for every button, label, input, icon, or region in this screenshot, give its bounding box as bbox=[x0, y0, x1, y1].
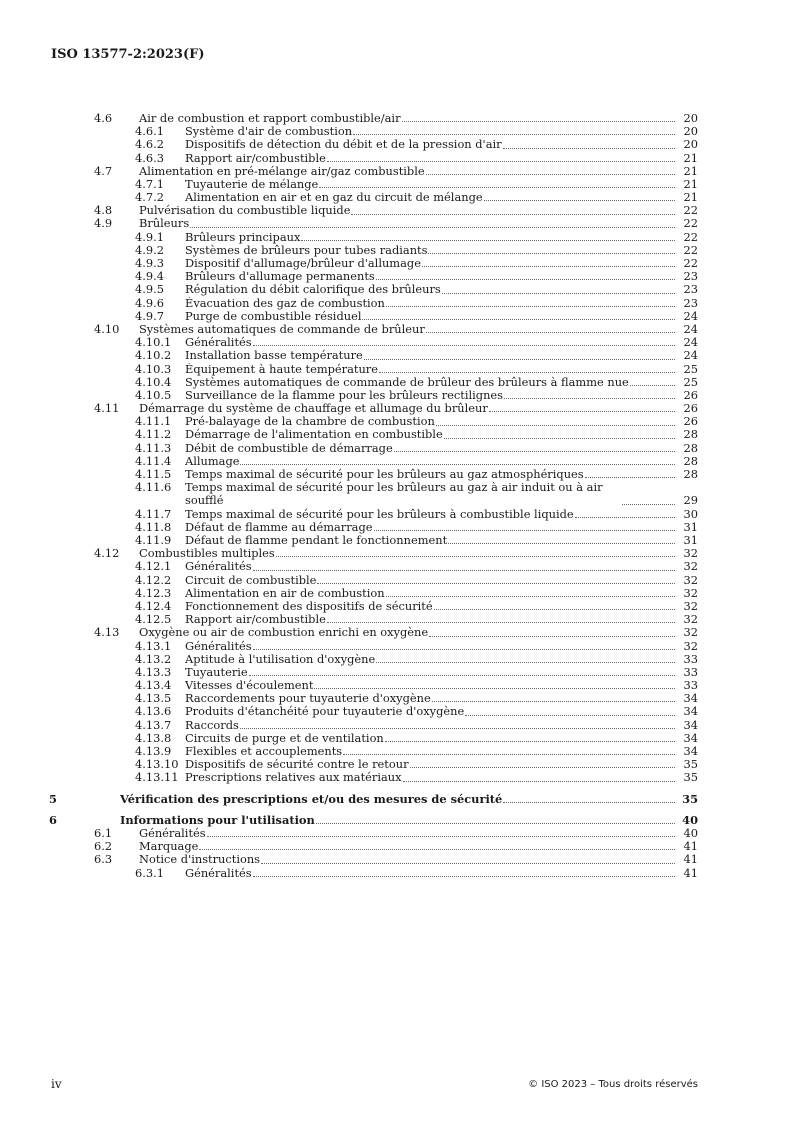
toc-dot-leader bbox=[199, 849, 675, 850]
toc-entry-number: 4.6.3 bbox=[135, 150, 164, 165]
toc-entry-page: 20 bbox=[683, 124, 698, 139]
toc-dot-leader bbox=[207, 836, 675, 837]
toc-entry[interactable] bbox=[94, 547, 698, 560]
toc-dot-leader bbox=[379, 372, 675, 373]
toc-entry[interactable] bbox=[94, 653, 698, 666]
toc-entry-title: Vitesses d'écoulement bbox=[185, 679, 314, 693]
toc-entry[interactable] bbox=[94, 574, 698, 587]
toc-entry-number: 4.13 bbox=[94, 625, 120, 640]
toc-entry-number: 4.6 bbox=[94, 110, 113, 125]
toc-entry-title: Tuyauterie bbox=[185, 665, 248, 679]
toc-entry-page: 23 bbox=[683, 295, 698, 310]
toc-entry-number: 4.12 bbox=[94, 546, 120, 561]
toc-dot-leader bbox=[484, 200, 675, 201]
toc-entry[interactable] bbox=[94, 455, 698, 468]
toc-entry[interactable] bbox=[94, 521, 698, 534]
toc-entry[interactable] bbox=[94, 178, 698, 191]
toc-entry-page: 32 bbox=[683, 559, 698, 574]
toc-entry-title: Brûleurs bbox=[139, 217, 190, 231]
toc-entry-number: 4.9.5 bbox=[135, 282, 164, 297]
toc-entry-number: 4.7 bbox=[94, 163, 113, 178]
toc-dot-leader bbox=[432, 701, 675, 702]
toc-entry[interactable] bbox=[94, 853, 698, 866]
toc-entry[interactable] bbox=[94, 732, 698, 745]
toc-entry[interactable] bbox=[94, 402, 698, 415]
toc-dot-leader bbox=[327, 161, 675, 162]
toc-entry-page: 33 bbox=[683, 678, 698, 693]
toc-entry[interactable] bbox=[94, 270, 698, 283]
toc-entry-page: 32 bbox=[683, 625, 698, 640]
toc-entry-number: 4.11 bbox=[94, 401, 120, 416]
toc-entry-title: Combustibles multiples bbox=[139, 547, 275, 561]
toc-dot-leader bbox=[630, 385, 675, 386]
toc-entry[interactable] bbox=[94, 429, 698, 442]
toc-entry-number: 4.11.8 bbox=[135, 519, 172, 534]
toc-dot-leader bbox=[386, 306, 675, 307]
toc-entry-page: 24 bbox=[683, 335, 698, 350]
toc-entry-title: Généralités bbox=[185, 336, 252, 350]
toc-entry-title: Dispositifs de sécurité contre le retour bbox=[185, 758, 409, 772]
toc-entry-page: 32 bbox=[683, 612, 698, 627]
toc-entry-title: Alimentation en air de combustion bbox=[185, 586, 385, 600]
toc-entry-title: Généralités bbox=[185, 639, 252, 653]
toc-entry-page: 34 bbox=[683, 717, 698, 732]
toc-entry-number: 4.10.1 bbox=[135, 335, 172, 350]
toc-entry-number: 4.8 bbox=[94, 203, 113, 218]
toc-entry-page: 32 bbox=[683, 546, 698, 561]
toc-dot-leader bbox=[386, 596, 675, 597]
toc-entry-page: 34 bbox=[683, 730, 698, 745]
toc-entry[interactable] bbox=[94, 349, 698, 362]
toc-entry-number: 4.9.7 bbox=[135, 308, 164, 323]
toc-entry-page: 21 bbox=[683, 190, 698, 205]
toc-entry-number: 4.12.2 bbox=[135, 572, 172, 587]
toc-entry-title: Temps maximal de sécurité pour les brûleurs au gaz à air induit ou à air soufflé bbox=[185, 481, 603, 508]
toc-entry-page: 21 bbox=[683, 150, 698, 165]
toc-dot-leader bbox=[465, 715, 675, 716]
toc-dot-leader bbox=[253, 345, 675, 346]
toc-entry-number: 4.9.2 bbox=[135, 242, 164, 257]
toc-entry-number: 6.3 bbox=[94, 852, 113, 867]
toc-entry-title: Dispositifs de détection du débit et de la pression d'air bbox=[185, 138, 502, 152]
toc-entry[interactable] bbox=[94, 112, 698, 125]
toc-entry-page: 32 bbox=[683, 598, 698, 613]
toc-entry[interactable] bbox=[94, 297, 698, 310]
toc-entry-title: Air de combustion et rapport combustible/air bbox=[139, 111, 401, 125]
toc-entry-number: 4.11.3 bbox=[135, 440, 172, 455]
toc-dot-leader bbox=[253, 649, 675, 650]
toc-entry-title: Brûleurs principaux bbox=[185, 230, 301, 244]
toc-entry-title: Installation basse température bbox=[185, 349, 363, 363]
toc-dot-leader bbox=[503, 802, 675, 803]
toc-entry-title: Pulvérisation du combustible liquide bbox=[139, 204, 351, 218]
toc-entry-number: 4.13.1 bbox=[135, 638, 172, 653]
toc-dot-leader bbox=[276, 556, 675, 557]
toc-entry-page: 24 bbox=[683, 321, 698, 336]
toc-entry-title: Circuit de combustible bbox=[185, 573, 317, 587]
toc-entry-title: Raccords bbox=[185, 718, 239, 732]
toc-entry[interactable] bbox=[94, 745, 698, 758]
toc-entry-page: 22 bbox=[683, 229, 698, 244]
toc-dot-leader bbox=[316, 823, 675, 824]
toc-entry-number: 6.1 bbox=[94, 825, 113, 840]
toc-entry-number: 4.13.6 bbox=[135, 704, 172, 719]
toc-entry[interactable] bbox=[94, 244, 698, 257]
toc-entry-page: 34 bbox=[683, 691, 698, 706]
toc-entry-page: 22 bbox=[683, 203, 698, 218]
toc-entry[interactable] bbox=[94, 218, 698, 231]
toc-entry-page: 40 bbox=[683, 825, 698, 840]
toc-dot-leader bbox=[434, 609, 675, 610]
toc-entry-title: Démarrage de l'alimentation en combustible bbox=[185, 428, 443, 442]
toc-entry-title: Système d'air de combustion bbox=[185, 125, 353, 139]
toc-entry[interactable] bbox=[94, 587, 698, 600]
toc-dot-leader bbox=[402, 121, 675, 122]
toc-entry-title: Tuyauterie de mélange bbox=[185, 177, 319, 191]
toc-dot-leader bbox=[351, 214, 675, 215]
toc-dot-leader bbox=[253, 876, 675, 877]
toc-entry-page: 41 bbox=[683, 839, 698, 854]
toc-entry-page: 33 bbox=[683, 651, 698, 666]
toc-entry-page: 24 bbox=[683, 308, 698, 323]
toc-dot-leader bbox=[249, 675, 675, 676]
toc-dot-leader bbox=[261, 863, 675, 864]
toc-dot-leader bbox=[374, 530, 675, 531]
toc-dot-leader bbox=[376, 662, 675, 663]
toc-entry[interactable] bbox=[94, 442, 698, 455]
toc-entry-number: 4.13.8 bbox=[135, 730, 172, 745]
toc-dot-leader bbox=[362, 319, 675, 320]
toc-entry-number: 4.12.1 bbox=[135, 559, 172, 574]
toc-entry[interactable] bbox=[94, 363, 698, 376]
toc-entry-number: 4.7.2 bbox=[135, 190, 164, 205]
toc-entry[interactable] bbox=[94, 138, 698, 151]
toc-entry-number: 4.13.3 bbox=[135, 664, 172, 679]
toc-entry-title: Flexibles et accouplements bbox=[185, 745, 343, 758]
toc-entry-title: Notice d'instructions bbox=[139, 853, 261, 867]
toc-dot-leader bbox=[253, 570, 675, 571]
toc-entry[interactable] bbox=[94, 626, 698, 639]
toc-dot-leader bbox=[426, 332, 675, 333]
toc-dot-leader bbox=[585, 477, 675, 478]
toc-entry-page: 34 bbox=[683, 744, 698, 758]
toc-entry-title: Rapport air/combustible bbox=[185, 613, 326, 627]
toc-dot-leader bbox=[314, 688, 675, 689]
toc-entry-number: 4.11.2 bbox=[135, 427, 172, 442]
toc-entry-title: Purge de combustible résiduel bbox=[185, 309, 362, 323]
toc-entry-page: 20 bbox=[683, 110, 698, 125]
toc-entry-number: 4.13.9 bbox=[135, 744, 172, 758]
toc-dot-leader bbox=[317, 583, 675, 584]
toc-entry-number: 4.9.1 bbox=[135, 229, 164, 244]
toc-entry-title: Systèmes automatiques de commande de brûleur bbox=[139, 322, 425, 336]
toc-entry-title: Vérification des prescriptions et/ou des mesures de sécurité bbox=[120, 792, 503, 806]
toc-dot-leader bbox=[504, 398, 675, 399]
toc-dot-leader bbox=[385, 741, 675, 742]
toc-entry-page: 28 bbox=[683, 427, 698, 442]
toc-dot-leader bbox=[353, 134, 675, 135]
page-number: iv bbox=[51, 1077, 62, 1091]
toc-entry-page: 31 bbox=[683, 519, 698, 534]
toc-entry-page: 25 bbox=[683, 361, 698, 376]
toc-entry-number: 4.12.5 bbox=[135, 612, 172, 627]
toc-entry-page: 28 bbox=[683, 453, 698, 468]
toc-entry-title: Produits d'étanchéité pour tuyauterie d'oxygène bbox=[185, 705, 465, 719]
toc-entry-page: 20 bbox=[683, 137, 698, 152]
toc-entry-number: 4.7.1 bbox=[135, 176, 164, 191]
toc-dot-leader bbox=[327, 622, 675, 623]
toc-entry[interactable] bbox=[94, 376, 698, 389]
toc-dot-leader bbox=[190, 227, 675, 228]
toc-entry-number: 4.13.11 bbox=[135, 770, 179, 785]
toc-dot-leader bbox=[428, 253, 675, 254]
toc-entry-number: 4.10.2 bbox=[135, 348, 172, 363]
toc-entry-page: 26 bbox=[683, 387, 698, 402]
toc-entry-title: Régulation du débit calorifique des brûleurs bbox=[185, 283, 441, 297]
toc-entry-number: 6.2 bbox=[94, 839, 113, 854]
toc-dot-leader bbox=[240, 728, 675, 729]
toc-entry-number: 4.13.4 bbox=[135, 678, 172, 693]
toc-entry-title: Rapport air/combustible bbox=[185, 151, 326, 165]
toc-entry-title: Surveillance de la flamme pour les brûleurs rectilignes bbox=[185, 388, 504, 402]
toc-entry-page: 35 bbox=[683, 770, 698, 785]
toc-entry[interactable] bbox=[94, 204, 698, 217]
toc-entry-page: 41 bbox=[683, 852, 698, 867]
toc-entry-number: 4.10.4 bbox=[135, 374, 172, 389]
toc-entry-title: Défaut de flamme pendant le fonctionnement bbox=[185, 534, 448, 547]
toc-entry[interactable] bbox=[94, 705, 698, 718]
toc-entry-title: Débit de combustible de démarrage bbox=[185, 441, 393, 455]
toc-dot-leader bbox=[444, 438, 675, 439]
toc-entry-number: 4.11.9 bbox=[135, 533, 172, 547]
toc-entry-number: 4.12.3 bbox=[135, 585, 172, 600]
toc-dot-leader bbox=[240, 464, 675, 465]
toc-dot-leader bbox=[448, 543, 675, 544]
toc-entry[interactable] bbox=[94, 310, 698, 323]
toc-entry-title: Systèmes de brûleurs pour tubes radiants bbox=[185, 243, 428, 257]
toc-entry-title: Circuits de purge et de ventilation bbox=[185, 731, 384, 745]
toc-dot-leader bbox=[429, 636, 675, 637]
toc-entry[interactable] bbox=[94, 867, 698, 880]
toc-entry-number: 4.10.5 bbox=[135, 387, 172, 402]
toc-entry-title: Alimentation en air et en gaz du circuit de mélange bbox=[185, 191, 483, 205]
toc-entry-number: 4.12.4 bbox=[135, 598, 172, 613]
toc-entry[interactable] bbox=[94, 231, 698, 244]
toc-dot-leader bbox=[394, 451, 675, 452]
toc-entry-page: 41 bbox=[683, 865, 698, 880]
section-gap bbox=[94, 806, 698, 814]
toc-entry-number: 4.9.4 bbox=[135, 269, 164, 284]
toc-entry-page: 24 bbox=[683, 348, 698, 363]
toc-entry[interactable] bbox=[94, 191, 698, 204]
toc-entry-title: Fonctionnement des dispositifs de sécurité bbox=[185, 599, 433, 613]
toc-entry[interactable] bbox=[94, 827, 698, 840]
toc-entry-number: 4.9.6 bbox=[135, 295, 164, 310]
toc-entry-number: 4.13.5 bbox=[135, 691, 172, 706]
toc-entry-page: 32 bbox=[683, 585, 698, 600]
toc-entry-page: 35 bbox=[682, 791, 698, 806]
toc-entry[interactable] bbox=[94, 481, 698, 507]
toc-entry-page: 22 bbox=[683, 256, 698, 271]
toc-entry-title: Équipement à haute température bbox=[185, 362, 378, 376]
toc-entry-title: Démarrage du système de chauffage et allumage du brûleur bbox=[139, 402, 488, 416]
toc-dot-leader bbox=[410, 767, 675, 768]
toc-entry-page: 31 bbox=[683, 533, 698, 547]
toc-entry-number: 4.9 bbox=[94, 216, 113, 231]
toc-entry[interactable] bbox=[94, 666, 698, 679]
toc-entry[interactable] bbox=[94, 719, 698, 732]
toc-entry-page: 29 bbox=[683, 493, 698, 508]
toc-entry-page: 23 bbox=[683, 269, 698, 284]
toc-entry[interactable] bbox=[94, 613, 698, 626]
toc-dot-leader bbox=[364, 359, 675, 360]
toc-entry-title: Évacuation des gaz de combustion bbox=[185, 296, 385, 310]
toc-entry[interactable] bbox=[94, 389, 698, 402]
toc-entry[interactable] bbox=[94, 508, 698, 521]
toc-entry-page: 21 bbox=[683, 163, 698, 178]
toc-entry-title: Pré-balayage de la chambre de combustion bbox=[185, 415, 435, 429]
toc-dot-leader bbox=[376, 279, 675, 280]
toc-entry[interactable] bbox=[94, 165, 698, 178]
toc-dot-leader bbox=[343, 754, 675, 755]
toc-dot-leader bbox=[301, 240, 675, 241]
toc-entry-page: 32 bbox=[683, 638, 698, 653]
toc-dot-leader bbox=[442, 293, 675, 294]
toc-entry-title: Généralités bbox=[139, 826, 206, 840]
toc-entry-title: Défaut de flamme au démarrage bbox=[185, 520, 373, 534]
toc-dot-leader bbox=[426, 174, 675, 175]
toc-entry-page: 22 bbox=[683, 242, 698, 257]
toc-entry-page: 28 bbox=[683, 467, 698, 482]
toc-dot-leader bbox=[436, 425, 675, 426]
toc-entry-title: Raccordements pour tuyauterie d'oxygène bbox=[185, 692, 431, 706]
toc-entry-number: 4.13.2 bbox=[135, 651, 172, 666]
toc-dot-leader bbox=[489, 411, 675, 412]
toc-entry[interactable] bbox=[94, 283, 698, 296]
toc-dot-leader bbox=[622, 504, 675, 505]
toc-entry[interactable] bbox=[94, 600, 698, 613]
toc-entry-title: Alimentation en pré-mélange air/gaz combustible bbox=[139, 164, 425, 178]
toc-entry-title: Temps maximal de sécurité pour les brûleurs à combustible liquide bbox=[185, 507, 574, 521]
toc-entry-page: 34 bbox=[683, 704, 698, 719]
toc-entry-title: Informations pour l'utilisation bbox=[120, 813, 315, 827]
toc-entry[interactable] bbox=[94, 534, 698, 547]
toc-entry-number: 4.11.6 bbox=[135, 480, 172, 495]
toc-entry-page: 25 bbox=[683, 374, 698, 389]
toc-entry-title: Brûleurs d'allumage permanents bbox=[185, 270, 375, 284]
toc-entry-page: 32 bbox=[683, 572, 698, 587]
toc-entry-number: 6 bbox=[49, 812, 57, 827]
toc-entry-title: Aptitude à l'utilisation d'oxygène bbox=[185, 652, 376, 666]
toc-entry[interactable] bbox=[94, 771, 698, 784]
toc-entry[interactable] bbox=[94, 323, 698, 336]
toc-entry-page: 30 bbox=[683, 506, 698, 521]
toc-entry[interactable] bbox=[49, 791, 698, 806]
toc-entry-title: Oxygène ou air de combustion enrichi en oxygène bbox=[139, 626, 429, 640]
toc-entry-title: Généralités bbox=[185, 866, 252, 880]
toc-entry[interactable] bbox=[94, 840, 698, 853]
toc-entry[interactable] bbox=[94, 336, 698, 349]
toc-entry-number: 4.10.3 bbox=[135, 361, 172, 376]
toc-entry-page: 23 bbox=[683, 282, 698, 297]
toc-entry[interactable] bbox=[94, 560, 698, 573]
toc-entry-number: 4.11.7 bbox=[135, 506, 172, 521]
toc-entry-page: 26 bbox=[683, 414, 698, 429]
toc-entry-title: Généralités bbox=[185, 560, 252, 574]
toc-entry-page: 26 bbox=[683, 401, 698, 416]
toc-entry-page: 28 bbox=[683, 440, 698, 455]
toc-entry[interactable] bbox=[94, 679, 698, 692]
toc-entry-page: 21 bbox=[683, 176, 698, 191]
toc-entry[interactable] bbox=[49, 812, 698, 827]
toc-dot-leader bbox=[403, 781, 675, 782]
toc-entry-number: 4.9.3 bbox=[135, 256, 164, 271]
toc-entry-title: Systèmes automatiques de commande de brûleur des brûleurs à flamme nue bbox=[185, 375, 629, 389]
toc-entry[interactable] bbox=[94, 257, 698, 270]
toc-entry-title: Temps maximal de sécurité pour les brûleurs au gaz atmosphériques bbox=[185, 468, 584, 482]
toc-entry-number: 4.11.4 bbox=[135, 453, 172, 468]
copyright-notice: © ISO 2023 – Tous droits réservés bbox=[528, 1079, 698, 1090]
toc-entry[interactable] bbox=[94, 758, 698, 771]
toc-entry[interactable] bbox=[94, 692, 698, 705]
toc-entry[interactable] bbox=[94, 152, 698, 165]
toc-entry-number: 4.6.2 bbox=[135, 137, 164, 152]
section-gap bbox=[94, 785, 698, 793]
toc-dot-leader bbox=[503, 148, 675, 149]
toc-entry[interactable] bbox=[94, 415, 698, 428]
document-header: ISO 13577-2:2023(F) bbox=[51, 47, 205, 62]
toc-entry[interactable] bbox=[94, 468, 698, 481]
toc-entry-title: Allumage bbox=[185, 454, 240, 468]
toc-entry-page: 40 bbox=[682, 812, 698, 827]
toc-entry-number: 4.11.1 bbox=[135, 414, 172, 429]
toc-entry-page: 35 bbox=[683, 757, 698, 772]
toc-entry-title: Marquage bbox=[139, 840, 199, 854]
toc-dot-leader bbox=[575, 517, 675, 518]
toc-entry-number: 4.13.7 bbox=[135, 717, 172, 732]
toc-entry-page: 22 bbox=[683, 216, 698, 231]
toc-entry[interactable] bbox=[94, 125, 698, 138]
toc-entry-number: 4.10 bbox=[94, 321, 120, 336]
toc-entry-number: 6.3.1 bbox=[135, 865, 164, 880]
toc-entry-title: Dispositif d'allumage/brûleur d'allumage bbox=[185, 257, 421, 271]
toc-dot-leader bbox=[319, 187, 675, 188]
toc-entry-number: 5 bbox=[49, 791, 57, 806]
toc-dot-leader bbox=[422, 266, 675, 267]
toc-entry-number: 4.11.5 bbox=[135, 467, 172, 482]
toc-entry[interactable] bbox=[94, 640, 698, 653]
toc-entry-page: 33 bbox=[683, 664, 698, 679]
toc-entry-number: 4.6.1 bbox=[135, 124, 164, 139]
toc-entry-title: Prescriptions relatives aux matériaux bbox=[185, 771, 402, 785]
toc-entry-number: 4.13.10 bbox=[135, 757, 179, 772]
table-of-contents bbox=[49, 110, 698, 880]
